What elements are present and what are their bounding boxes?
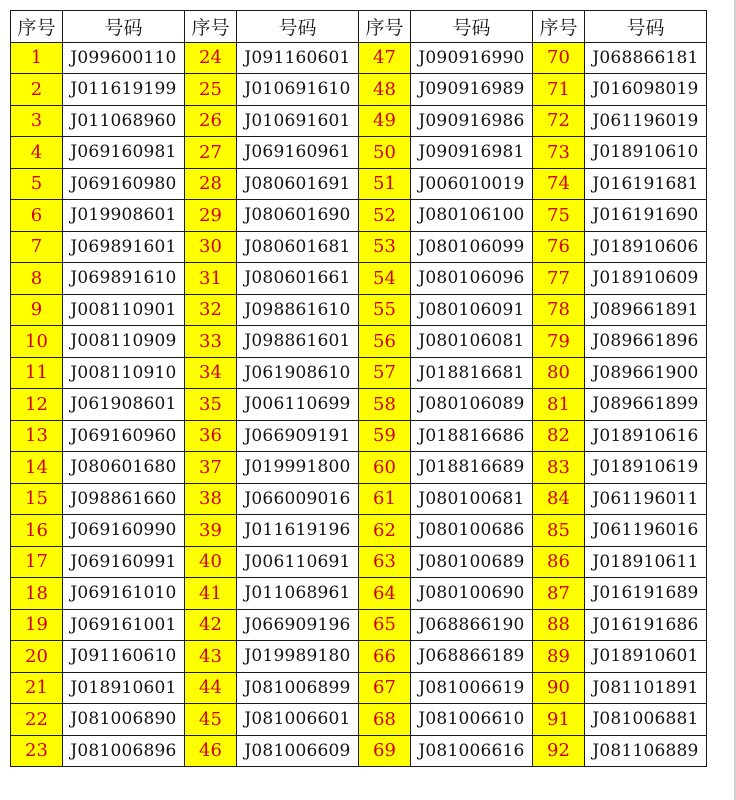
table-body xyxy=(11,42,707,767)
code-cell[interactable]: J008110909 xyxy=(63,326,185,358)
index-cell[interactable]: 15 xyxy=(11,483,63,515)
table-row xyxy=(11,483,707,515)
table-row xyxy=(11,704,707,736)
index-cell[interactable]: 13 xyxy=(11,420,63,452)
code-cell[interactable]: J068866189 xyxy=(411,641,533,673)
code-cell[interactable]: J080106099 xyxy=(411,231,533,263)
index-cell[interactable]: 81 xyxy=(533,389,585,421)
index-cell[interactable]: 2 xyxy=(11,74,63,106)
index-cell[interactable]: 34 xyxy=(185,357,237,389)
table-row xyxy=(11,420,707,452)
code-cell[interactable]: J080106089 xyxy=(411,389,533,421)
code-cell[interactable]: J016098019 xyxy=(585,74,707,106)
code-cell[interactable]: J066009016 xyxy=(237,483,359,515)
index-cell[interactable]: 39 xyxy=(185,515,237,547)
index-cell[interactable]: 83 xyxy=(533,452,585,484)
code-cell[interactable]: J016191689 xyxy=(585,578,707,610)
code-cell[interactable]: J081006616 xyxy=(411,735,533,767)
index-cell[interactable]: 42 xyxy=(185,609,237,641)
table-row xyxy=(11,735,707,767)
index-cell[interactable]: 90 xyxy=(533,672,585,704)
index-cell[interactable]: 5 xyxy=(11,168,63,200)
index-cell[interactable]: 40 xyxy=(185,546,237,578)
code-cell[interactable]: J016191686 xyxy=(585,609,707,641)
index-cell[interactable]: 57 xyxy=(359,357,411,389)
code-cell[interactable]: J018816681 xyxy=(411,357,533,389)
code-cell[interactable]: J008110901 xyxy=(63,294,185,326)
index-cell[interactable]: 69 xyxy=(359,735,411,767)
code-cell[interactable]: J081006609 xyxy=(237,735,359,767)
code-cell[interactable]: J081006899 xyxy=(237,672,359,704)
code-cell[interactable]: J099600110 xyxy=(63,42,185,74)
index-cell[interactable]: 80 xyxy=(533,357,585,389)
code-cell[interactable]: J080601661 xyxy=(237,263,359,295)
index-cell[interactable]: 68 xyxy=(359,704,411,736)
code-cell[interactable]: J011619199 xyxy=(63,74,185,106)
index-cell[interactable]: 29 xyxy=(185,200,237,232)
code-cell[interactable]: J069160960 xyxy=(63,420,185,452)
index-cell[interactable]: 6 xyxy=(11,200,63,232)
index-cell[interactable]: 71 xyxy=(533,74,585,106)
index-cell[interactable]: 55 xyxy=(359,294,411,326)
index-cell[interactable]: 66 xyxy=(359,641,411,673)
code-cell[interactable]: J080106100 xyxy=(411,200,533,232)
header-code: 号码 xyxy=(585,11,707,43)
index-cell[interactable]: 4 xyxy=(11,137,63,169)
code-cell[interactable]: J090916989 xyxy=(411,74,533,106)
code-cell[interactable]: J018816689 xyxy=(411,452,533,484)
index-cell[interactable]: 64 xyxy=(359,578,411,610)
code-cell[interactable]: J098861660 xyxy=(63,483,185,515)
code-cell[interactable]: J081006610 xyxy=(411,704,533,736)
index-cell[interactable]: 53 xyxy=(359,231,411,263)
index-cell[interactable]: 24 xyxy=(185,42,237,74)
index-cell[interactable]: 74 xyxy=(533,168,585,200)
index-cell[interactable]: 87 xyxy=(533,578,585,610)
index-cell[interactable]: 56 xyxy=(359,326,411,358)
index-cell[interactable]: 63 xyxy=(359,546,411,578)
index-cell[interactable]: 9 xyxy=(11,294,63,326)
code-cell[interactable]: J080601681 xyxy=(237,231,359,263)
code-cell[interactable]: J081006601 xyxy=(237,704,359,736)
code-cell[interactable]: J068866190 xyxy=(411,609,533,641)
index-cell[interactable]: 61 xyxy=(359,483,411,515)
code-cell[interactable]: J016191690 xyxy=(585,200,707,232)
code-cell[interactable]: J010691610 xyxy=(237,74,359,106)
index-cell[interactable]: 27 xyxy=(185,137,237,169)
index-cell[interactable]: 70 xyxy=(533,42,585,74)
index-cell[interactable]: 54 xyxy=(359,263,411,295)
table-row xyxy=(11,578,707,610)
header-row xyxy=(11,11,707,43)
index-cell[interactable]: 52 xyxy=(359,200,411,232)
code-cell[interactable]: J081006890 xyxy=(63,704,185,736)
code-cell[interactable]: J098861610 xyxy=(237,294,359,326)
table-row xyxy=(11,452,707,484)
code-cell[interactable]: J081006881 xyxy=(585,704,707,736)
index-cell[interactable]: 58 xyxy=(359,389,411,421)
code-cell[interactable]: J019989180 xyxy=(237,641,359,673)
index-cell[interactable]: 73 xyxy=(533,137,585,169)
code-cell[interactable]: J018910611 xyxy=(585,546,707,578)
code-cell[interactable]: J061196019 xyxy=(585,105,707,137)
index-cell[interactable]: 75 xyxy=(533,200,585,232)
code-cell[interactable]: J061196011 xyxy=(585,483,707,515)
index-cell[interactable]: 23 xyxy=(11,735,63,767)
code-cell[interactable]: J018910610 xyxy=(585,137,707,169)
index-cell[interactable]: 35 xyxy=(185,389,237,421)
code-cell[interactable]: J080106096 xyxy=(411,263,533,295)
index-cell[interactable]: 18 xyxy=(11,578,63,610)
table-row xyxy=(11,42,707,74)
code-cell[interactable]: J091160610 xyxy=(63,641,185,673)
code-cell[interactable]: J069161010 xyxy=(63,578,185,610)
code-cell[interactable]: J010691601 xyxy=(237,105,359,137)
header-index: 序号 xyxy=(11,11,63,43)
code-cell[interactable]: J011068960 xyxy=(63,105,185,137)
code-cell[interactable]: J066909196 xyxy=(237,609,359,641)
index-cell[interactable]: 47 xyxy=(359,42,411,74)
index-cell[interactable]: 45 xyxy=(185,704,237,736)
code-cell[interactable]: J069160961 xyxy=(237,137,359,169)
table-row xyxy=(11,231,707,263)
table-row xyxy=(11,105,707,137)
number-table xyxy=(10,10,707,767)
index-cell[interactable]: 84 xyxy=(533,483,585,515)
table-row xyxy=(11,546,707,578)
code-cell[interactable]: J089661899 xyxy=(585,389,707,421)
index-cell[interactable]: 7 xyxy=(11,231,63,263)
index-cell[interactable]: 67 xyxy=(359,672,411,704)
index-cell[interactable]: 37 xyxy=(185,452,237,484)
index-cell[interactable]: 41 xyxy=(185,578,237,610)
index-cell[interactable]: 28 xyxy=(185,168,237,200)
code-cell[interactable]: J019908601 xyxy=(63,200,185,232)
code-cell[interactable]: J061908601 xyxy=(63,389,185,421)
code-cell[interactable]: J018910601 xyxy=(585,641,707,673)
code-cell[interactable]: J090916986 xyxy=(411,105,533,137)
code-cell[interactable]: J080601680 xyxy=(63,452,185,484)
code-cell[interactable]: J090916990 xyxy=(411,42,533,74)
code-cell[interactable]: J081006896 xyxy=(63,735,185,767)
index-cell[interactable]: 79 xyxy=(533,326,585,358)
index-cell[interactable]: 14 xyxy=(11,452,63,484)
index-cell[interactable]: 91 xyxy=(533,704,585,736)
index-cell[interactable]: 17 xyxy=(11,546,63,578)
code-cell[interactable]: J008110910 xyxy=(63,357,185,389)
index-cell[interactable]: 85 xyxy=(533,515,585,547)
index-cell[interactable]: 12 xyxy=(11,389,63,421)
table-row xyxy=(11,641,707,673)
code-cell[interactable]: J069891601 xyxy=(63,231,185,263)
table-row xyxy=(11,263,707,295)
code-cell[interactable]: J080106091 xyxy=(411,294,533,326)
index-cell[interactable]: 60 xyxy=(359,452,411,484)
index-cell[interactable]: 11 xyxy=(11,357,63,389)
code-cell[interactable]: J018816686 xyxy=(411,420,533,452)
index-cell[interactable]: 8 xyxy=(11,263,63,295)
index-cell[interactable]: 33 xyxy=(185,326,237,358)
code-cell[interactable]: J018910619 xyxy=(585,452,707,484)
code-cell[interactable]: J006010019 xyxy=(411,168,533,200)
code-cell[interactable]: J069160980 xyxy=(63,168,185,200)
code-cell[interactable]: J091160601 xyxy=(237,42,359,74)
code-cell[interactable]: J080100686 xyxy=(411,515,533,547)
index-cell[interactable]: 36 xyxy=(185,420,237,452)
index-cell[interactable]: 49 xyxy=(359,105,411,137)
index-cell[interactable]: 88 xyxy=(533,609,585,641)
code-cell[interactable]: J089661896 xyxy=(585,326,707,358)
code-cell[interactable]: J080100689 xyxy=(411,546,533,578)
code-cell[interactable]: J018910606 xyxy=(585,231,707,263)
index-cell[interactable]: 46 xyxy=(185,735,237,767)
table-row xyxy=(11,200,707,232)
index-cell[interactable]: 92 xyxy=(533,735,585,767)
index-cell[interactable]: 82 xyxy=(533,420,585,452)
header-index: 序号 xyxy=(185,11,237,43)
header-index: 序号 xyxy=(533,11,585,43)
index-cell[interactable]: 72 xyxy=(533,105,585,137)
index-cell[interactable]: 51 xyxy=(359,168,411,200)
index-cell[interactable]: 43 xyxy=(185,641,237,673)
index-cell[interactable]: 62 xyxy=(359,515,411,547)
table-row xyxy=(11,137,707,169)
code-cell[interactable]: J019991800 xyxy=(237,452,359,484)
code-cell[interactable]: J080106081 xyxy=(411,326,533,358)
code-cell[interactable]: J006110699 xyxy=(237,389,359,421)
code-cell[interactable]: J068866181 xyxy=(585,42,707,74)
index-cell[interactable]: 26 xyxy=(185,105,237,137)
code-cell[interactable]: J011619196 xyxy=(237,515,359,547)
table-row xyxy=(11,515,707,547)
code-cell[interactable]: J018910616 xyxy=(585,420,707,452)
index-cell[interactable]: 22 xyxy=(11,704,63,736)
code-cell[interactable]: J069160981 xyxy=(63,137,185,169)
index-cell[interactable]: 31 xyxy=(185,263,237,295)
index-cell[interactable]: 25 xyxy=(185,74,237,106)
header-code: 号码 xyxy=(411,11,533,43)
index-cell[interactable]: 86 xyxy=(533,546,585,578)
code-cell[interactable]: J081006619 xyxy=(411,672,533,704)
index-cell[interactable]: 3 xyxy=(11,105,63,137)
index-cell[interactable]: 20 xyxy=(11,641,63,673)
code-cell[interactable]: J089661891 xyxy=(585,294,707,326)
table-row xyxy=(11,168,707,200)
code-cell[interactable]: J061196016 xyxy=(585,515,707,547)
code-cell[interactable]: J069891610 xyxy=(63,263,185,295)
index-cell[interactable]: 77 xyxy=(533,263,585,295)
index-cell[interactable]: 48 xyxy=(359,74,411,106)
table-row xyxy=(11,357,707,389)
index-cell[interactable]: 32 xyxy=(185,294,237,326)
code-cell[interactable]: J069160990 xyxy=(63,515,185,547)
index-cell[interactable]: 30 xyxy=(185,231,237,263)
code-cell[interactable]: J089661900 xyxy=(585,357,707,389)
table-row xyxy=(11,389,707,421)
code-cell[interactable]: J081106889 xyxy=(585,735,707,767)
index-cell[interactable]: 44 xyxy=(185,672,237,704)
code-cell[interactable]: J080100690 xyxy=(411,578,533,610)
code-cell[interactable]: J011068961 xyxy=(237,578,359,610)
table-row xyxy=(11,609,707,641)
header-code: 号码 xyxy=(63,11,185,43)
code-cell[interactable]: J069160991 xyxy=(63,546,185,578)
code-cell[interactable]: J090916981 xyxy=(411,137,533,169)
index-cell[interactable]: 16 xyxy=(11,515,63,547)
code-cell[interactable]: J018910601 xyxy=(63,672,185,704)
index-cell[interactable]: 89 xyxy=(533,641,585,673)
code-cell[interactable]: J006110691 xyxy=(237,546,359,578)
code-cell[interactable]: J098861601 xyxy=(237,326,359,358)
table-row xyxy=(11,294,707,326)
code-cell[interactable]: J080100681 xyxy=(411,483,533,515)
code-cell[interactable]: J069161001 xyxy=(63,609,185,641)
index-cell[interactable]: 1 xyxy=(11,42,63,74)
table-row xyxy=(11,74,707,106)
code-cell[interactable]: J066909191 xyxy=(237,420,359,452)
index-cell[interactable]: 21 xyxy=(11,672,63,704)
index-cell[interactable]: 65 xyxy=(359,609,411,641)
header-code: 号码 xyxy=(237,11,359,43)
header-index: 序号 xyxy=(359,11,411,43)
index-cell[interactable]: 38 xyxy=(185,483,237,515)
table-row xyxy=(11,326,707,358)
table-row xyxy=(11,672,707,704)
index-cell[interactable]: 19 xyxy=(11,609,63,641)
code-cell[interactable]: J081101891 xyxy=(585,672,707,704)
code-cell[interactable]: J016191681 xyxy=(585,168,707,200)
index-cell[interactable]: 50 xyxy=(359,137,411,169)
code-cell[interactable]: J061908610 xyxy=(237,357,359,389)
code-cell[interactable]: J080601690 xyxy=(237,200,359,232)
index-cell[interactable]: 76 xyxy=(533,231,585,263)
code-cell[interactable]: J018910609 xyxy=(585,263,707,295)
index-cell[interactable]: 78 xyxy=(533,294,585,326)
index-cell[interactable]: 10 xyxy=(11,326,63,358)
code-cell[interactable]: J080601691 xyxy=(237,168,359,200)
index-cell[interactable]: 59 xyxy=(359,420,411,452)
